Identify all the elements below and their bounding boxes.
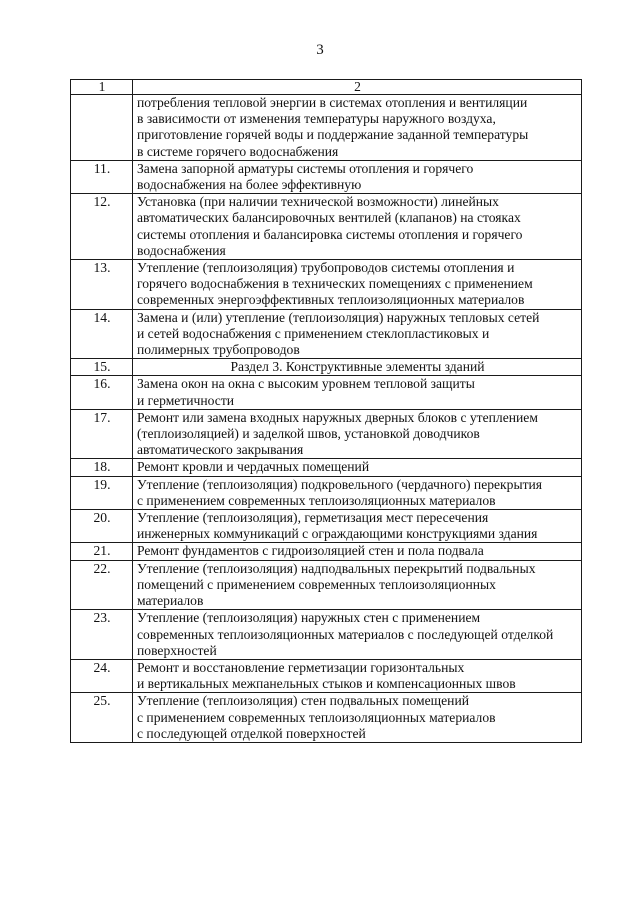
measure-description: Ремонт или замена входных наружных дверных блоков с утеплением (теплоизоляцией) и заделкой швов, установкой доводчиков автоматического закрывания [133,409,582,459]
row-number: 12. [71,194,133,260]
row-number: 22. [71,560,133,610]
row-number: 17. [71,409,133,459]
table-row [71,610,582,660]
header-column-2: 2 [133,80,582,95]
row-number: 14. [71,309,133,359]
row-number: 16. [71,376,133,409]
table-row [71,560,582,610]
measure-description: Утепление (теплоизоляция) трубопроводов системы отопления и горячего водоснабжения в технических помещениях с применением современных энергоэффективных теплоизоляционных материалов [133,260,582,310]
measure-description: Замена окон на окна с высоким уровнем тепловой защиты и герметичности [133,376,582,409]
row-number: 13. [71,260,133,310]
table-row [71,376,582,409]
table-row [71,476,582,509]
row-number: 15. [71,359,133,376]
table-header-row [71,80,582,95]
row-number: 23. [71,610,133,660]
measure-description: Утепление (теплоизоляция) стен подвальных помещений с применением современных теплоизоляционных материалов с последующей отделкой поверхностей [133,693,582,743]
measure-description: Утепление (теплоизоляция) подкровельного (чердачного) перекрытия с применением современных теплоизоляционных материалов [133,476,582,509]
table-row [71,260,582,310]
section-title: Раздел 3. Конструктивные элементы зданий [133,359,582,376]
row-number: 20. [71,510,133,543]
row-number: 21. [71,543,133,560]
table-row [71,194,582,260]
table-row [71,510,582,543]
measure-description: Ремонт кровли и чердачных помещений [133,459,582,476]
row-number: 25. [71,693,133,743]
measure-description: Замена и (или) утепление (теплоизоляция) наружных тепловых сетей и сетей водоснабжения с применением стеклопластиковых и полимерных трубопроводов [133,309,582,359]
measures-table [70,79,582,743]
measure-description: Замена запорной арматуры системы отопления и горячего водоснабжения на более эффективную [133,160,582,193]
header-column-1: 1 [71,80,133,95]
page-number: 3 [316,42,324,58]
measure-description: Утепление (теплоизоляция) наружных стен с применением современных теплоизоляционных материалов с последующей отделкой поверхностей [133,610,582,660]
row-number: 24. [71,659,133,692]
section-row [71,359,582,376]
table-row [71,459,582,476]
table-row [71,543,582,560]
table-row [71,95,582,161]
measure-description: потребления тепловой энергии в системах отопления и вентиляции в зависимости от изменения температуры наружного воздуха, приготовление горячей воды и поддержание заданной температуры в системе горячего водоснабжения [133,95,582,161]
measure-description: Утепление (теплоизоляция) надподвальных перекрытий подвальных помещений с применением современных теплоизоляционных материалов [133,560,582,610]
measure-description: Утепление (теплоизоляция), герметизация мест пересечения инженерных коммуникаций с ограждающими конструкциями здания [133,510,582,543]
table-row [71,309,582,359]
row-number [71,95,133,161]
measure-description: Ремонт фундаментов с гидроизоляцией стен и пола подвала [133,543,582,560]
table-row [71,659,582,692]
table-row [71,160,582,193]
table-row [71,693,582,743]
row-number: 19. [71,476,133,509]
row-number: 11. [71,160,133,193]
measure-description: Установка (при наличии технической возможности) линейных автоматических балансировочных вентилей (клапанов) на стояках системы отопления и балансировка системы отопления и горячего водоснабжения [133,194,582,260]
measure-description: Ремонт и восстановление герметизации горизонтальных и вертикальных межпанельных стыков и компенсационных швов [133,659,582,692]
table-row [71,409,582,459]
row-number: 18. [71,459,133,476]
